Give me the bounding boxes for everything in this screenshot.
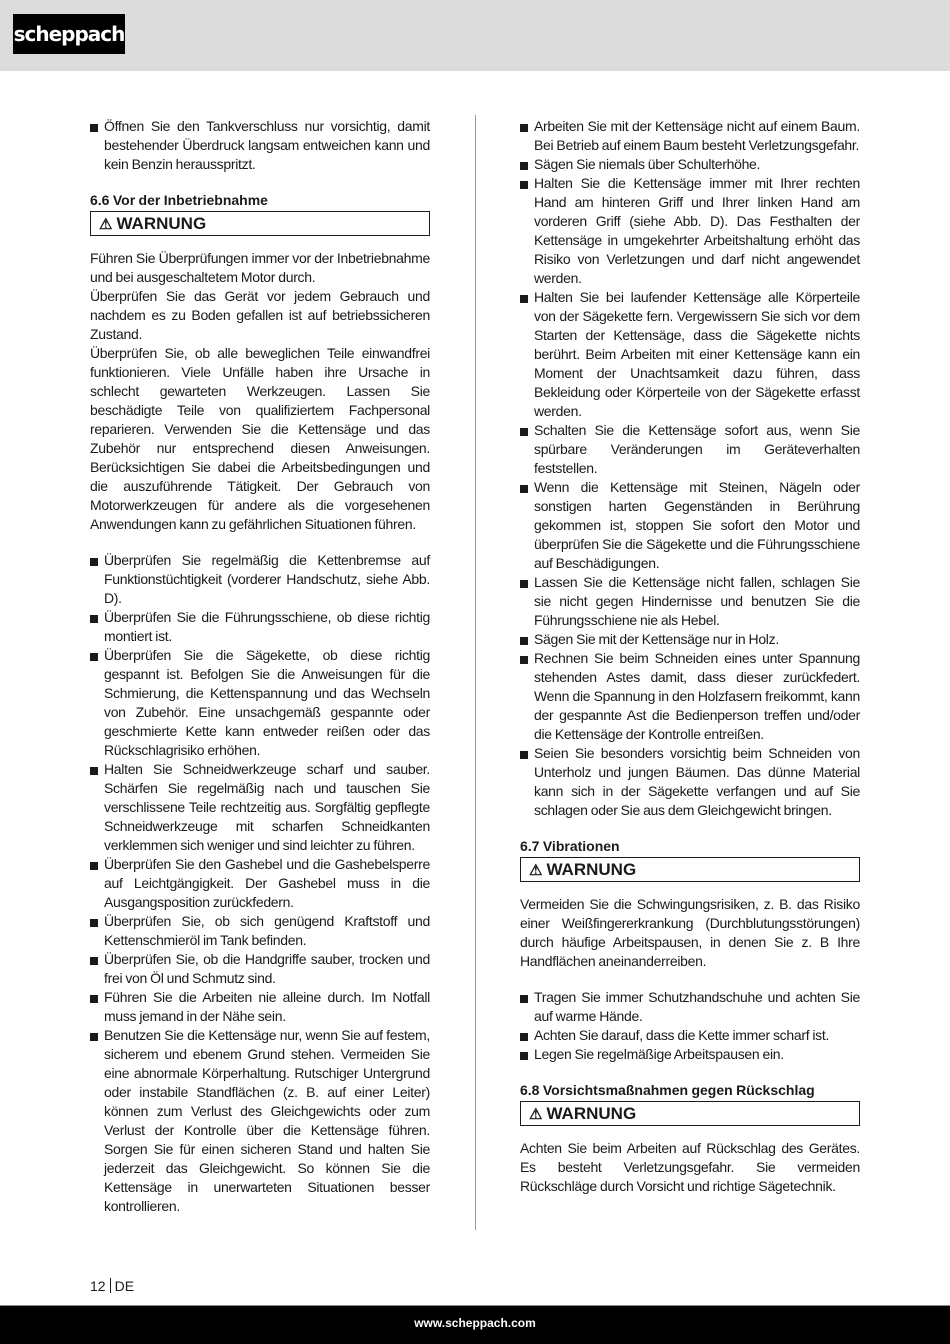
section-heading-6-8: 6.8 Vorsichtsmaßnahmen gegen Rückschlag	[520, 1082, 815, 1098]
list-item: Sägen Sie niemals über Schulterhöhe.	[520, 155, 860, 174]
page-header	[0, 0, 950, 71]
left-column	[90, 117, 430, 1216]
paragraph: Vermeiden Sie die Schwingungsrisiken, z. B. das Risiko einer Weißfingererkrankung (Durchblutungsstörungen) durch häufige Arbeitspausen, in denen Sie z. B Ihre Handflächen aneinanderreiben.	[520, 896, 860, 969]
scheppach-logo: scheppach	[13, 14, 125, 54]
list-item: Achten Sie darauf, dass die Kette immer scharf ist.	[520, 1026, 860, 1045]
list-item: Benutzen Sie die Kettensäge nur, wenn Sie auf festem, sicherem und ebenem Grund stehen. Vermeiden Sie eine abnormale Körperhaltung. Rutschiger Untergrund oder instabile Standflächen (z. B. auf einer Leiter) können zum Verlust des Gleichgewichts oder zum Verlust der Kontrolle über die Kettensäge führen. Sorgen Sie für einen sicheren Stand und halten Sie jederzeit das Gleichgewicht. So können Sie die Kettensäge in unerwarteten Situationen besser kontrollieren.	[90, 1026, 430, 1216]
list-item: Überprüfen Sie die Sägekette, ob diese richtig gespannt ist. Befolgen Sie die Anweisungen für die Schmierung, die Kettenspannung und das Wechseln von Zubehör. Eine unsachgemäß gespannte oder geschmierte Kette kann entweder reißen oder das Rückschlagrisiko erhöhen.	[90, 646, 430, 760]
list-item: Wenn die Kettensäge mit Steinen, Nägeln oder sonstigen harten Gegenständen in Berührung gekommen ist, stoppen Sie sofort den Motor und überprüfen Sie die Sägekette und die Führungsschiene auf Beschädigungen.	[520, 478, 860, 573]
safety-list	[520, 117, 860, 820]
list-item: Halten Sie Schneidwerkzeuge scharf und sauber. Schärfen Sie regelmäßig nach und tauschen Sie verschlissene Teile rechtzeitig aus. Sorgfältig gepflegte Schneidwerkzeuge mit scharfen Schneidkanten verklemmen sich weniger und sind leichter zu führen.	[90, 760, 430, 855]
list-item: Führen Sie die Arbeiten nie alleine durch. Im Notfall muss jemand in der Nähe sein.	[90, 988, 430, 1026]
section-heading-6-7: 6.7 Vibrationen	[520, 838, 620, 854]
warning-label: WARNUNG	[116, 214, 207, 233]
checks-list	[90, 551, 430, 1216]
paragraph: Überprüfen Sie, ob alle beweglichen Teile einwandfrei funktionieren. Viele Unfälle haben ihre Ursache in schlecht gewarteten Werkzeugen. Lassen Sie beschädigte Teile von qualifiziertem Fachpersonal reparieren. Verwenden Sie die Kettensäge und das Zubehör nur entsprechend diesen Anweisungen. Berücksichtigen Sie dabei die Arbeitsbedingungen und die auszuführende Tätigkeit. Der Gebrauch von Motorwerkzeugen für andere als die vorgesehenen Anwendungen kann zu gefährlichen Situationen führen.	[90, 345, 430, 532]
warning-triangle-icon: ⚠	[529, 862, 543, 879]
list-item: Überprüfen Sie, ob die Handgriffe sauber, trocken und frei von Öl und Schmutz sind.	[90, 950, 430, 988]
list-item: Seien Sie besonders vorsichtig beim Schneiden von Unterholz und jungen Bäumen. Das dünne Material kann sich in der Sägekette verfangen und auf Sie schlagen oder Sie aus dem Gleichgewicht bringen.	[520, 744, 860, 820]
list-item: Sägen Sie mit der Kettensäge nur in Holz.	[520, 630, 860, 649]
list-item: Tragen Sie immer Schutzhandschuhe und achten Sie auf warme Hände.	[520, 988, 860, 1026]
website-url: www.scheppach.com	[414, 1316, 536, 1330]
list-item: Halten Sie die Kettensäge immer mit Ihrer rechten Hand am hinteren Griff und Ihrer linken Hand am vorderen Griff (siehe Abb. D). Das Festhalten der Kettensäge in umgekehrter Arbeitshaltung erhöht das Risiko von Verletzungen und darf nicht angewendet werden.	[520, 174, 860, 288]
list-item: Überprüfen Sie die Führungsschiene, ob diese richtig montiert ist.	[90, 608, 430, 646]
paragraph: Überprüfen Sie das Gerät vor jedem Gebrauch und nachdem es zu Boden gefallen ist auf betriebssicheren Zustand.	[90, 288, 430, 342]
page-footer	[0, 1305, 950, 1344]
warning-triangle-icon: ⚠	[99, 216, 113, 233]
warning-triangle-icon: ⚠	[529, 1106, 543, 1123]
warning-box	[520, 1101, 860, 1126]
language-code: DE	[114, 1278, 135, 1294]
list-item: Öffnen Sie den Tankverschluss nur vorsichtig, damit bestehender Überdruck langsam entweichen kann und kein Benzin herausspritzt.	[90, 117, 430, 174]
warning-label: WARNUNG	[546, 860, 637, 879]
page-number-value: 12	[90, 1278, 106, 1294]
intro-bullets	[90, 117, 430, 174]
list-item: Rechnen Sie beim Schneiden eines unter Spannung stehenden Astes damit, dass dieser zurückfedert. Wenn die Spannung in den Holzfasern freikommt, kann der gespannte Ast die Bedienperson treffen und/oder die Kettensäge der Kontrolle entreißen.	[520, 649, 860, 744]
section-heading-6-6: 6.6 Vor der Inbetriebnahme	[90, 192, 268, 208]
paragraph: Führen Sie Überprüfungen immer vor der Inbetriebnahme und bei ausgeschaltetem Motor durch.	[90, 250, 430, 285]
list-item: Schalten Sie die Kettensäge sofort aus, wenn Sie spürbare Veränderungen im Geräteverhalten feststellen.	[520, 421, 860, 478]
column-divider	[475, 115, 476, 1230]
right-column	[520, 117, 860, 1196]
page-number	[90, 1278, 134, 1294]
warning-box	[90, 211, 430, 236]
paragraph: Achten Sie beim Arbeiten auf Rückschlag des Gerätes. Es besteht Verletzungsgefahr. Sie vermeiden Rückschläge durch Vorsicht und richtige Sägetechnik.	[520, 1140, 860, 1194]
list-item: Arbeiten Sie mit der Kettensäge nicht auf einem Baum. Bei Betrieb auf einem Baum besteht Verletzungsgefahr.	[520, 117, 860, 155]
warning-label: WARNUNG	[546, 1104, 637, 1123]
warning-box	[520, 857, 860, 882]
list-item: Überprüfen Sie regelmäßig die Kettenbremse auf Funktionstüchtigkeit (vorderer Handschutz, siehe Abb. D).	[90, 551, 430, 608]
vibration-list	[520, 988, 860, 1064]
list-item: Lassen Sie die Kettensäge nicht fallen, schlagen Sie sie nicht gegen Hindernisse und benutzen Sie die Führungsschiene nie als Hebel.	[520, 573, 860, 630]
list-item: Überprüfen Sie den Gashebel und die Gashebelsperre auf Leichtgängigkeit. Der Gashebel muss in die Ausgangsposition zurückfedern.	[90, 855, 430, 912]
list-item: Überprüfen Sie, ob sich genügend Kraftstoff und Kettenschmieröl im Tank befinden.	[90, 912, 430, 950]
list-item: Legen Sie regelmäßige Arbeitspausen ein.	[520, 1045, 860, 1064]
list-item: Halten Sie bei laufender Kettensäge alle Körperteile von der Sägekette fern. Vergewissern Sie sich vor dem Starten der Kettensäge, dass die Sägekette nichts berührt. Beim Arbeiten mit einer Kettensäge kann ein Moment der Unachtsamkeit dazu führen, dass Bekleidung oder Körperteile von der Sägekette erfasst werden.	[520, 288, 860, 421]
